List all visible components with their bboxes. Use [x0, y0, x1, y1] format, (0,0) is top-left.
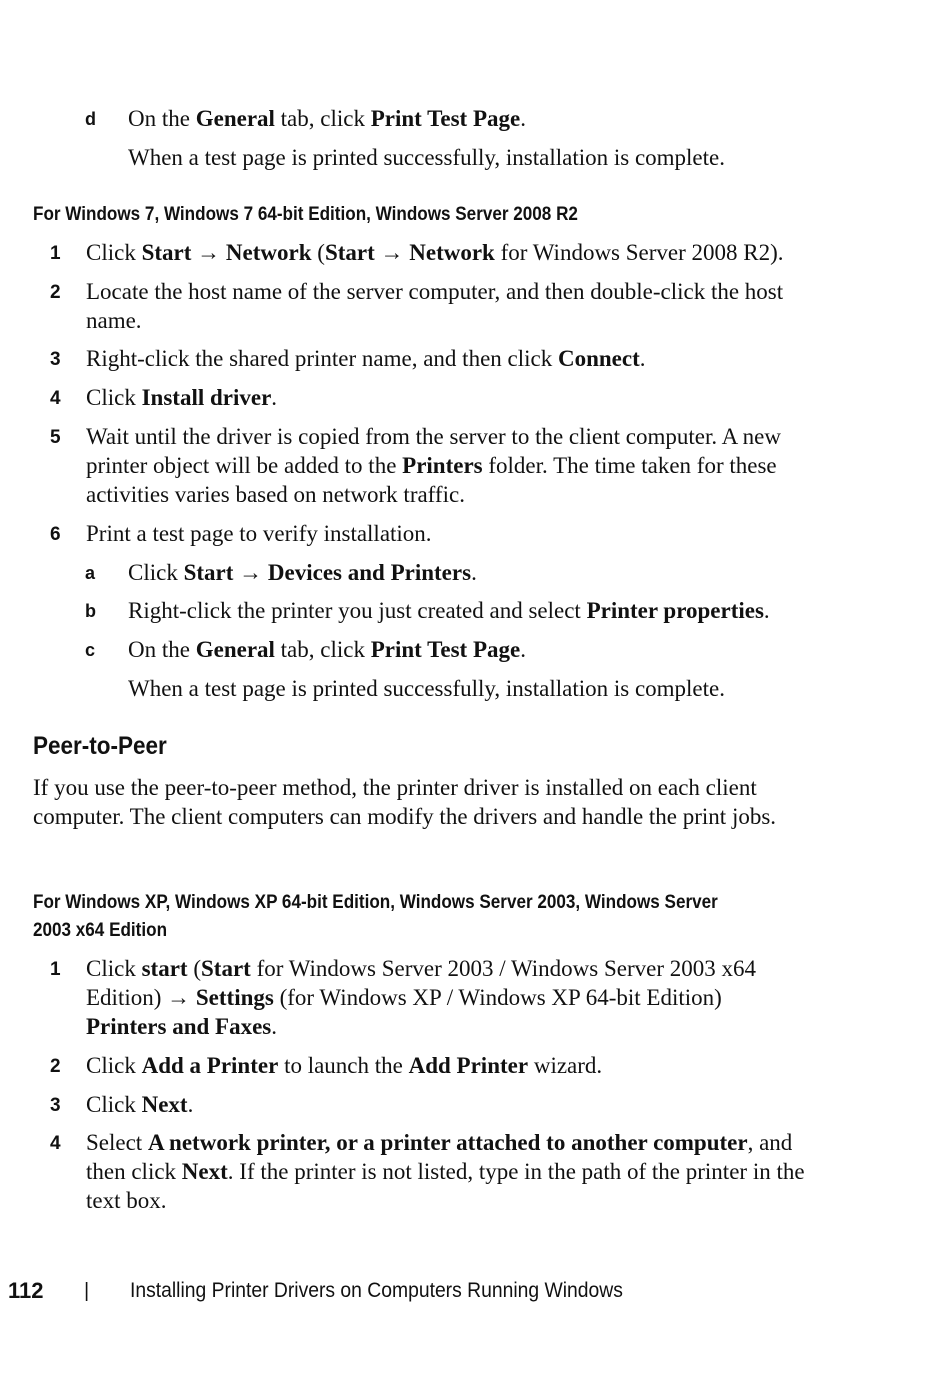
step-text-part: .	[520, 637, 526, 662]
step-text	[86, 238, 816, 267]
step-text-part: Click	[86, 240, 142, 265]
step-text-part: tab, click	[274, 637, 371, 662]
step-text: Locate the host name of the server computer, and then double-click the host name.	[86, 279, 784, 333]
ui-term: General	[195, 106, 275, 131]
step-text: Print a test page to verify installation.	[86, 521, 432, 546]
step-text-part: (	[187, 956, 201, 981]
substep-text	[128, 635, 828, 664]
step-result: When a test page is printed successfully, installation is complete.	[128, 676, 725, 701]
step-text-part: Click	[86, 1053, 142, 1078]
step-text	[86, 422, 816, 509]
ui-term: Add a Printer	[141, 1053, 279, 1078]
step-number: 2	[50, 1056, 61, 1077]
ui-term: Network	[225, 240, 312, 265]
arrow-icon: →	[233, 560, 268, 585]
ui-term: Start	[201, 956, 251, 981]
ui-term: start	[141, 956, 188, 981]
step-text-part: .	[763, 598, 770, 623]
step-text-part: Click	[86, 956, 142, 981]
step-text-part: for Windows Server 2008 R2).	[494, 240, 784, 265]
ui-term: Printer properties	[586, 598, 764, 623]
step-text	[86, 954, 801, 1041]
step-number: 5	[50, 427, 61, 448]
step-text-part: Click	[128, 560, 184, 585]
step-text	[128, 104, 828, 133]
section-heading: For Windows 7, Windows 7 64-bit Edition, Windows Server 2008 R2	[33, 204, 578, 225]
ui-term: General	[195, 637, 275, 662]
ui-term: Next	[181, 1159, 228, 1184]
ui-term: Add Printer	[408, 1053, 529, 1078]
step-text-part: .	[187, 1092, 194, 1117]
step-text-part: (for Windows XP / Windows XP 64-bit Edition)	[273, 985, 722, 1010]
page-number: 112	[8, 1278, 44, 1303]
step-text-part: Click	[86, 385, 142, 410]
section-title: Peer-to-Peer	[33, 732, 167, 760]
step-text-part: .	[271, 385, 278, 410]
step-text-part: for Windows Server 2003 / Windows Server 2003 x64 Edition) →	[86, 956, 756, 1010]
step-text-part: . If the printer is not listed, type in the path of the printer in the text box.	[86, 1159, 805, 1213]
footer-separator: |	[84, 1280, 90, 1302]
step-text-part: Right-click the shared printer name, and then click	[86, 346, 558, 371]
step-text-part: to launch the	[278, 1053, 409, 1078]
step-text-part: .	[520, 106, 526, 131]
step-text-part: wizard.	[528, 1053, 603, 1078]
step-number: 3	[50, 349, 61, 370]
step-text	[86, 1128, 811, 1215]
step-text	[86, 344, 816, 373]
ui-term: Start	[141, 240, 192, 265]
ui-term: Print Test Page	[370, 637, 521, 662]
step-result: When a test page is printed successfully, installation is complete.	[128, 145, 725, 170]
step-number: 3	[50, 1095, 61, 1116]
step-text-part: (	[311, 240, 325, 265]
ui-term: Connect	[557, 346, 640, 371]
ui-term: Printers	[402, 453, 483, 478]
arrow-icon: →	[191, 240, 226, 265]
step-text	[86, 1051, 816, 1080]
step-text-part: , and then click	[86, 1130, 793, 1184]
ui-term: Printers and Faxes	[86, 1014, 272, 1039]
step-text	[86, 1090, 816, 1119]
footer-title: Installing Printer Drivers on Computers Running Windows	[130, 1279, 623, 1302]
ui-term: Next	[141, 1092, 188, 1117]
step-text-part: tab, click	[274, 106, 371, 131]
arrow-icon: →	[374, 240, 410, 265]
step-text-part: Click	[86, 1092, 142, 1117]
ui-term: Devices and Printers	[267, 560, 472, 585]
section-heading-text: For Windows XP, Windows XP 64-bit Edition, Windows Server 2003, Windows Server 2003 x64 Edition	[33, 892, 718, 941]
step-text-part: Wait until the driver is copied from the server to the client computer. A new printer object will be added to the	[86, 424, 781, 478]
step-number: 4	[50, 1133, 61, 1154]
step-number: 1	[50, 243, 61, 264]
step-text-part: Select	[86, 1130, 148, 1155]
ui-term: Install driver	[141, 385, 272, 410]
step-number: 2	[50, 282, 61, 303]
substep-marker: b	[85, 601, 96, 621]
body-paragraph: If you use the peer-to-peer method, the printer driver is installed on each client computer. The client computers can modify the drivers and handle the print jobs.	[33, 775, 777, 829]
section-heading	[33, 889, 753, 945]
ui-term: Settings	[195, 985, 274, 1010]
ui-term: Start	[183, 560, 234, 585]
substep-text	[128, 596, 828, 625]
ui-term: Start	[324, 240, 375, 265]
step-text	[86, 383, 816, 412]
ui-term: Network	[409, 240, 495, 265]
step-text-part: On the	[128, 106, 196, 131]
substep-marker: a	[85, 563, 96, 583]
substep-marker: c	[85, 640, 96, 660]
step-number: 1	[50, 959, 61, 980]
ui-term: Print Test Page	[370, 106, 521, 131]
step-number: 4	[50, 388, 61, 409]
ui-term: A network printer, or a printer attached to another computer	[147, 1130, 748, 1155]
substep-text	[128, 558, 828, 587]
step-text-part: folder. The time taken for these activities varies based on network traffic.	[86, 453, 777, 507]
step-text-part: .	[471, 560, 477, 585]
step-text-part: On the	[128, 637, 196, 662]
step-text-part: .	[271, 1014, 278, 1039]
step-number: 6	[50, 524, 61, 545]
step-text-part: .	[639, 346, 646, 371]
step-marker: d	[85, 109, 96, 129]
step-text-part: Right-click the printer you just created and select	[128, 598, 587, 623]
